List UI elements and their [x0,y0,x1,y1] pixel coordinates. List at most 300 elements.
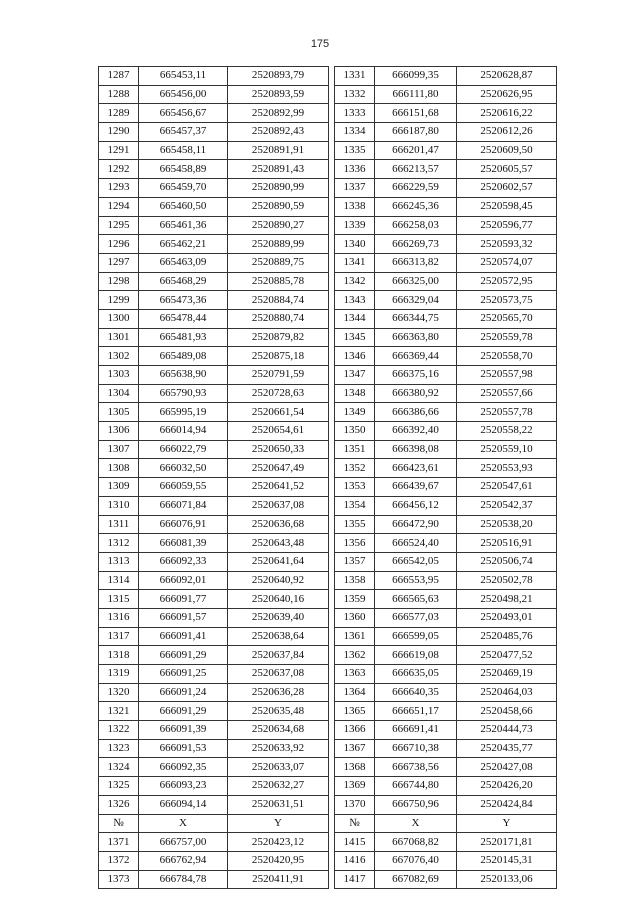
table-row [335,702,557,721]
x-coordinate-cell: 666151,68 [375,104,457,123]
table-row [99,571,329,590]
x-coordinate-cell: 666092,01 [139,571,228,590]
table-row [335,590,557,609]
point-number-cell: 1289 [99,104,139,123]
table-row [335,366,557,385]
y-coordinate-cell: 2520890,27 [228,216,329,235]
x-coordinate-cell: 666091,77 [139,590,228,609]
x-coordinate-cell: 666091,41 [139,627,228,646]
table-row [335,478,557,497]
y-coordinate-cell: 2520640,16 [228,590,329,609]
x-coordinate-cell: 666022,79 [139,440,228,459]
x-coordinate-cell: 665638,90 [139,366,228,385]
point-number-cell: 1370 [335,795,375,814]
point-number-cell: 1347 [335,366,375,385]
x-coordinate-cell: 667076,40 [375,851,457,870]
y-coordinate-cell: 2520612,26 [457,123,557,142]
point-number-cell: 1339 [335,216,375,235]
point-number-cell: 1309 [99,478,139,497]
y-coordinate-cell: 2520596,77 [457,216,557,235]
table-row [99,123,329,142]
table-row [99,795,329,814]
point-number-cell: 1303 [99,366,139,385]
y-coordinate-cell: 2520593,32 [457,235,557,254]
y-coordinate-cell: 2520458,66 [457,702,557,721]
coordinates-table-left [98,66,329,889]
y-coordinate-cell: 2520424,84 [457,795,557,814]
x-coordinate-cell: 666329,04 [375,291,457,310]
x-coordinate-cell: 666213,57 [375,160,457,179]
y-coordinate-cell: 2520880,74 [228,309,329,328]
y-coordinate-cell: 2520464,03 [457,683,557,702]
x-coordinate-cell: 665473,36 [139,291,228,310]
table-row [335,104,557,123]
point-number-cell: 1356 [335,534,375,553]
point-number-cell: 1357 [335,552,375,571]
point-number-cell: 1294 [99,197,139,216]
point-number-cell: 1343 [335,291,375,310]
x-coordinate-cell: 666092,35 [139,758,228,777]
x-coordinate-cell: 666392,40 [375,422,457,441]
y-coordinate-cell: 2520557,98 [457,366,557,385]
x-coordinate-cell: 666091,57 [139,608,228,627]
x-coordinate-cell: 666099,35 [375,67,457,86]
table-row [99,366,329,385]
x-coordinate-cell: 666094,14 [139,795,228,814]
point-number-cell: 1307 [99,440,139,459]
point-number-cell: 1297 [99,253,139,272]
number-column-header: № [99,814,139,833]
point-number-cell: 1417 [335,870,375,889]
point-number-cell: 1335 [335,141,375,160]
x-coordinate-cell: 666258,03 [375,216,457,235]
y-coordinate-cell: 2520553,93 [457,459,557,478]
table-row [99,721,329,740]
point-number-cell: 1334 [335,123,375,142]
x-coordinate-cell: 666245,36 [375,197,457,216]
y-coordinate-cell: 2520875,18 [228,347,329,366]
table-row [99,384,329,403]
table-row [335,459,557,478]
table-row [99,646,329,665]
point-number-cell: 1348 [335,384,375,403]
table-row [335,795,557,814]
y-coordinate-cell: 2520133,06 [457,870,557,889]
point-number-cell: 1298 [99,272,139,291]
x-coordinate-cell: 666386,66 [375,403,457,422]
point-number-cell: 1300 [99,309,139,328]
point-number-cell: 1296 [99,235,139,254]
table-row [335,67,557,86]
y-coordinate-cell: 2520558,70 [457,347,557,366]
table-row [99,347,329,366]
table-row [99,851,329,870]
x-coordinate-cell: 666091,29 [139,702,228,721]
point-number-cell: 1290 [99,123,139,142]
table-row [99,870,329,889]
x-coordinate-cell: 666093,23 [139,777,228,796]
table-row [99,235,329,254]
point-number-cell: 1352 [335,459,375,478]
y-coordinate-cell: 2520637,84 [228,646,329,665]
table-row [335,85,557,104]
table-row [99,665,329,684]
point-number-cell: 1308 [99,459,139,478]
table-row [99,216,329,235]
table-row [99,515,329,534]
table-row [99,683,329,702]
table-row [99,179,329,198]
x-coordinate-cell: 666456,12 [375,496,457,515]
point-number-cell: 1314 [99,571,139,590]
y-coordinate-cell: 2520557,78 [457,403,557,422]
y-coordinate-cell: 2520609,50 [457,141,557,160]
x-coordinate-cell: 666651,17 [375,702,457,721]
table-row [99,702,329,721]
point-number-cell: 1338 [335,197,375,216]
x-coordinate-cell: 666472,90 [375,515,457,534]
table-row [99,478,329,497]
point-number-cell: 1304 [99,384,139,403]
x-coordinate-cell: 665468,29 [139,272,228,291]
table-row [99,739,329,758]
x-coordinate-cell: 665463,09 [139,253,228,272]
x-coordinate-cell: 666750,96 [375,795,457,814]
point-number-cell: 1332 [335,85,375,104]
y-coordinate-cell: 2520885,78 [228,272,329,291]
point-number-cell: 1344 [335,309,375,328]
table-row [99,459,329,478]
point-number-cell: 1320 [99,683,139,702]
y-coordinate-cell: 2520879,82 [228,328,329,347]
x-coordinate-cell: 666092,33 [139,552,228,571]
point-number-cell: 1416 [335,851,375,870]
table-row [99,328,329,347]
y-coordinate-cell: 2520493,01 [457,608,557,627]
x-coordinate-cell: 665481,93 [139,328,228,347]
x-coordinate-cell: 666524,40 [375,534,457,553]
x-coordinate-cell: 666784,78 [139,870,228,889]
y-coordinate-cell: 2520426,20 [457,777,557,796]
table-row [335,777,557,796]
point-number-cell: 1337 [335,179,375,198]
y-coordinate-cell: 2520891,91 [228,141,329,160]
point-number-cell: 1317 [99,627,139,646]
y-coordinate-cell: 2520171,81 [457,833,557,852]
y-coordinate-cell: 2520616,22 [457,104,557,123]
x-coordinate-cell: 666369,44 [375,347,457,366]
point-number-cell: 1353 [335,478,375,497]
y-coordinate-cell: 2520639,40 [228,608,329,627]
x-coordinate-cell: 665453,11 [139,67,228,86]
x-coordinate-cell: 666071,84 [139,496,228,515]
y-coordinate-cell: 2520435,77 [457,739,557,758]
table-row [99,291,329,310]
table-row [99,272,329,291]
x-coordinate-cell: 666744,80 [375,777,457,796]
point-number-cell: 1366 [335,721,375,740]
x-coordinate-cell: 665456,00 [139,85,228,104]
point-number-cell: 1369 [335,777,375,796]
x-coordinate-cell: 666691,41 [375,721,457,740]
y-coordinate-cell: 2520558,22 [457,422,557,441]
table-row [335,253,557,272]
table-row [335,515,557,534]
table-row [335,833,557,852]
point-number-cell: 1345 [335,328,375,347]
table-row [335,496,557,515]
coordinates-table-right [334,66,557,889]
y-coordinate-cell: 2520574,07 [457,253,557,272]
table-row [335,328,557,347]
table-row [99,403,329,422]
x-coordinate-cell: 666380,92 [375,384,457,403]
y-coordinate-cell: 2520516,91 [457,534,557,553]
table-row [335,440,557,459]
point-number-cell: 1415 [335,833,375,852]
table-row [335,197,557,216]
point-number-cell: 1354 [335,496,375,515]
y-coordinate-cell: 2520423,12 [228,833,329,852]
x-coordinate-cell: 666081,39 [139,534,228,553]
y-coordinate-cell: 2520884,74 [228,291,329,310]
y-coordinate-cell: 2520728,63 [228,384,329,403]
x-coordinate-cell: 665458,11 [139,141,228,160]
page-number: 175 [310,38,330,50]
y-coordinate-cell: 2520626,95 [457,85,557,104]
table-row [99,422,329,441]
y-coordinate-cell: 2520633,07 [228,758,329,777]
x-coordinate-cell: 666635,05 [375,665,457,684]
point-number-cell: 1373 [99,870,139,889]
table-row [335,403,557,422]
y-coordinate-cell: 2520889,99 [228,235,329,254]
point-number-cell: 1342 [335,272,375,291]
y-coordinate-cell: 2520559,10 [457,440,557,459]
table-row [335,758,557,777]
x-coordinate-cell: 665995,19 [139,403,228,422]
point-number-cell: 1358 [335,571,375,590]
y-coordinate-cell: 2520631,51 [228,795,329,814]
x-coordinate-cell: 666325,00 [375,272,457,291]
point-number-cell: 1319 [99,665,139,684]
point-number-cell: 1323 [99,739,139,758]
x-coordinate-cell: 666313,82 [375,253,457,272]
x-coordinate-cell: 666375,16 [375,366,457,385]
point-number-cell: 1365 [335,702,375,721]
y-coordinate-cell: 2520506,74 [457,552,557,571]
y-coordinate-cell: 2520636,28 [228,683,329,702]
table-row [335,235,557,254]
y-coordinate-cell: 2520547,61 [457,478,557,497]
x-coordinate-cell: 666014,94 [139,422,228,441]
x-coordinate-cell: 665478,44 [139,309,228,328]
y-coordinate-cell: 2520559,78 [457,328,557,347]
y-coordinate-cell: 2520892,43 [228,123,329,142]
y-coordinate-cell: 2520411,91 [228,870,329,889]
point-number-cell: 1336 [335,160,375,179]
x-coordinate-cell: 665461,36 [139,216,228,235]
table-row [99,590,329,609]
y-coordinate-cell: 2520632,27 [228,777,329,796]
x-coordinate-cell: 665459,70 [139,179,228,198]
table-row [335,646,557,665]
x-coordinate-cell: 666269,73 [375,235,457,254]
point-number-cell: 1341 [335,253,375,272]
table-row [335,683,557,702]
y-coordinate-cell: 2520890,59 [228,197,329,216]
x-coordinate-cell: 666091,39 [139,721,228,740]
y-coordinate-cell: 2520420,95 [228,851,329,870]
table-row [99,440,329,459]
point-number-cell: 1346 [335,347,375,366]
table-row [335,608,557,627]
point-number-cell: 1324 [99,758,139,777]
table-row [335,851,557,870]
y-coordinate-cell: 2520444,73 [457,721,557,740]
x-coordinate-cell: 666032,50 [139,459,228,478]
point-number-cell: 1340 [335,235,375,254]
y-coordinate-cell: 2520638,64 [228,627,329,646]
x-coordinate-cell: 666201,47 [375,141,457,160]
y-coordinate-cell: 2520637,08 [228,496,329,515]
table-row [335,534,557,553]
y-coordinate-cell: 2520605,57 [457,160,557,179]
table-row [99,777,329,796]
point-number-cell: 1372 [99,851,139,870]
y-coordinate-cell: 2520145,31 [457,851,557,870]
y-coordinate-cell: 2520538,20 [457,515,557,534]
y-coordinate-cell: 2520485,76 [457,627,557,646]
point-number-cell: 1299 [99,291,139,310]
x-coordinate-cell: 666738,56 [375,758,457,777]
y-coordinate-cell: 2520636,68 [228,515,329,534]
y-coordinate-cell: 2520427,08 [457,758,557,777]
y-coordinate-cell: 2520654,61 [228,422,329,441]
point-number-cell: 1322 [99,721,139,740]
table-row [335,422,557,441]
table-row [335,347,557,366]
y-coordinate-cell: 2520892,99 [228,104,329,123]
point-number-cell: 1301 [99,328,139,347]
x-coordinate-cell: 665458,89 [139,160,228,179]
point-number-cell: 1313 [99,552,139,571]
table-row [335,739,557,758]
x-coordinate-cell: 666710,38 [375,739,457,758]
x-coordinate-cell: 666187,80 [375,123,457,142]
y-column-header: Y [228,814,329,833]
point-number-cell: 1310 [99,496,139,515]
y-coordinate-cell: 2520661,54 [228,403,329,422]
y-coordinate-cell: 2520633,92 [228,739,329,758]
x-coordinate-cell: 666565,63 [375,590,457,609]
x-coordinate-cell: 666344,75 [375,309,457,328]
x-coordinate-cell: 666091,25 [139,665,228,684]
point-number-cell: 1318 [99,646,139,665]
x-coordinate-cell: 666091,53 [139,739,228,758]
point-number-cell: 1295 [99,216,139,235]
point-number-cell: 1311 [99,515,139,534]
x-coordinate-cell: 666553,95 [375,571,457,590]
point-number-cell: 1316 [99,608,139,627]
table-row [335,160,557,179]
table-row [99,534,329,553]
table-row [335,272,557,291]
x-coordinate-cell: 665489,08 [139,347,228,366]
table-row [99,608,329,627]
y-column-header: Y [457,814,557,833]
table-row [99,253,329,272]
x-coordinate-cell: 666640,35 [375,683,457,702]
point-number-cell: 1287 [99,67,139,86]
table-row [99,197,329,216]
y-coordinate-cell: 2520889,75 [228,253,329,272]
x-coordinate-cell: 665457,37 [139,123,228,142]
column-header-row [335,814,557,833]
y-coordinate-cell: 2520573,75 [457,291,557,310]
table-row [335,571,557,590]
x-column-header: X [375,814,457,833]
table-row [335,291,557,310]
x-coordinate-cell: 665460,50 [139,197,228,216]
x-coordinate-cell: 665462,21 [139,235,228,254]
x-column-header: X [139,814,228,833]
x-coordinate-cell: 666599,05 [375,627,457,646]
y-coordinate-cell: 2520502,78 [457,571,557,590]
table-row [99,758,329,777]
point-number-cell: 1306 [99,422,139,441]
table-row [99,627,329,646]
point-number-cell: 1292 [99,160,139,179]
table-row [99,309,329,328]
x-coordinate-cell: 666059,55 [139,478,228,497]
table-row [335,552,557,571]
table-row [335,179,557,198]
x-coordinate-cell: 666111,80 [375,85,457,104]
y-coordinate-cell: 2520477,52 [457,646,557,665]
y-coordinate-cell: 2520891,43 [228,160,329,179]
x-coordinate-cell: 667082,69 [375,870,457,889]
point-number-cell: 1351 [335,440,375,459]
x-coordinate-cell: 667068,82 [375,833,457,852]
table-row [335,384,557,403]
number-column-header: № [335,814,375,833]
x-coordinate-cell: 666229,59 [375,179,457,198]
x-coordinate-cell: 666076,91 [139,515,228,534]
table-row [99,160,329,179]
y-coordinate-cell: 2520791,59 [228,366,329,385]
y-coordinate-cell: 2520641,52 [228,478,329,497]
x-coordinate-cell: 666619,08 [375,646,457,665]
point-number-cell: 1364 [335,683,375,702]
point-number-cell: 1362 [335,646,375,665]
table-row [335,665,557,684]
table-row [335,627,557,646]
x-coordinate-cell: 666423,61 [375,459,457,478]
y-coordinate-cell: 2520640,92 [228,571,329,590]
y-coordinate-cell: 2520637,08 [228,665,329,684]
point-number-cell: 1315 [99,590,139,609]
y-coordinate-cell: 2520542,37 [457,496,557,515]
point-number-cell: 1360 [335,608,375,627]
point-number-cell: 1293 [99,179,139,198]
point-number-cell: 1321 [99,702,139,721]
point-number-cell: 1359 [335,590,375,609]
table-row [335,216,557,235]
point-number-cell: 1312 [99,534,139,553]
table-row [99,552,329,571]
table-row [99,141,329,160]
